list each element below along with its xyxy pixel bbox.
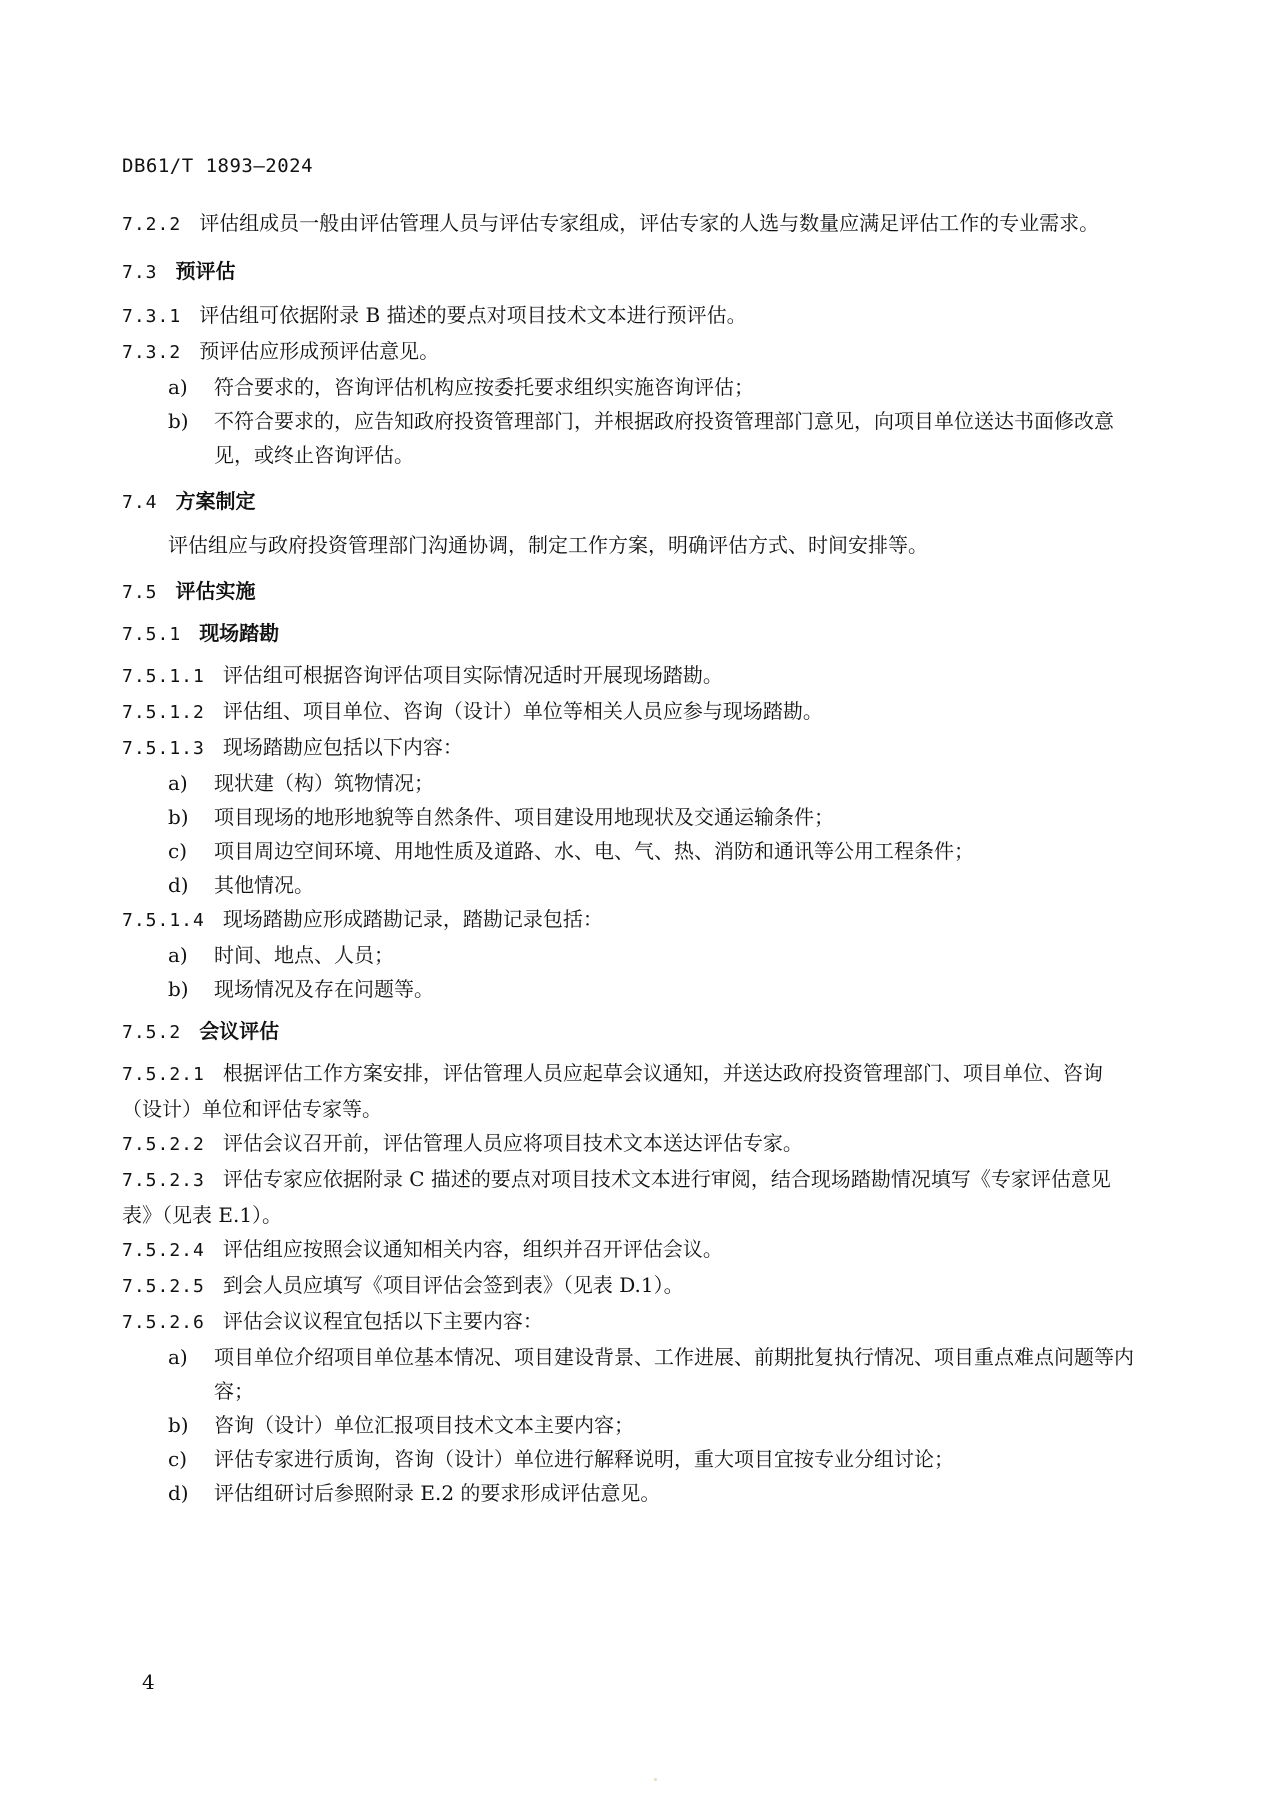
list-item-label: c) xyxy=(168,839,188,863)
heading-7-5-2 xyxy=(122,1016,1134,1048)
clause-number: 7.2.2 xyxy=(122,214,182,235)
heading-title: 会议评估 xyxy=(199,1019,280,1043)
list-item xyxy=(122,1340,1134,1408)
list-item-label: c) xyxy=(168,1447,188,1471)
clause-text: 预评估应形成预评估意见。 xyxy=(199,339,440,363)
list-item xyxy=(122,938,1134,972)
clause-7-5-1-4 xyxy=(122,902,1134,938)
list-item xyxy=(122,370,1134,404)
list-item xyxy=(122,766,1134,800)
clause-number: 7.5.2.6 xyxy=(122,1312,205,1333)
clause-7-5-2-2 xyxy=(122,1126,1134,1162)
list-item xyxy=(122,868,1134,902)
clause-number: 7.5.1.2 xyxy=(122,702,205,723)
list-item-text: 其他情况。 xyxy=(214,873,314,897)
clause-text: 评估组应按照会议通知相关内容，组织并召开评估会议。 xyxy=(222,1237,723,1261)
heading-title: 预评估 xyxy=(175,259,236,283)
heading-number: 7.5 xyxy=(122,582,158,603)
clause-7-5-2-1 xyxy=(122,1056,1134,1126)
clause-text: 根据评估工作方案安排，评估管理人员应起草会议通知，并送达政府投资管理部门、项目单位、咨询（设计）单位和评估专家等。 xyxy=(122,1061,1103,1121)
clause-text: 评估会议召开前，评估管理人员应将项目技术文本送达评估专家。 xyxy=(222,1131,803,1155)
list-item-label: a) xyxy=(168,943,188,967)
heading-7-3 xyxy=(122,256,1134,288)
clause-7-2-2 xyxy=(122,206,1134,242)
list-item-label: d) xyxy=(168,1481,189,1505)
list-item xyxy=(122,800,1134,834)
clause-text: 现场踏勘应形成踏勘记录，踏勘记录包括： xyxy=(222,907,603,931)
list-item-text: 项目单位介绍项目单位基本情况、项目建设背景、工作进展、前期批复执行情况、项目重点难点问题等内容； xyxy=(214,1345,1134,1403)
list-item-text: 符合要求的，咨询评估机构应按委托要求组织实施咨询评估； xyxy=(214,375,754,399)
list-item-label: a) xyxy=(168,1345,188,1369)
clause-7-5-1-3 xyxy=(122,730,1134,766)
list-item-text: 不符合要求的，应告知政府投资管理部门，并根据政府投资管理部门意见，向项目单位送达书面修改意见，或终止咨询评估。 xyxy=(214,409,1114,467)
clause-7-4-text: 评估组应与政府投资管理部门沟通协调，制定工作方案，明确评估方式、时间安排等。 xyxy=(168,533,928,557)
clause-text: 评估组可根据咨询评估项目实际情况适时开展现场踏勘。 xyxy=(222,663,723,687)
list-item-label: b) xyxy=(168,409,189,433)
list-item xyxy=(122,1476,1134,1510)
clause-number: 7.3.2 xyxy=(122,342,182,363)
document-body xyxy=(122,206,1134,1510)
list-item-text: 现状建（构）筑物情况； xyxy=(214,771,434,795)
clause-number: 7.5.2.4 xyxy=(122,1240,205,1261)
list-item-label: a) xyxy=(168,771,188,795)
heading-title: 现场踏勘 xyxy=(199,621,280,645)
heading-number: 7.4 xyxy=(122,492,158,513)
list-item xyxy=(122,404,1134,472)
clause-number: 7.5.2.2 xyxy=(122,1134,205,1155)
clause-7-5-2-5 xyxy=(122,1268,1134,1304)
clause-number: 7.5.2.1 xyxy=(122,1064,205,1085)
list-item xyxy=(122,1442,1134,1476)
clause-text: 评估组成员一般由评估管理人员与评估专家组成，评估专家的人选与数量应满足评估工作的专业需求。 xyxy=(199,211,1100,235)
clause-7-5-1-2 xyxy=(122,694,1134,730)
list-item xyxy=(122,834,1134,868)
clause-text: 评估会议议程宜包括以下主要内容： xyxy=(222,1309,543,1333)
scan-speck xyxy=(654,1778,657,1781)
heading-number: 7.5.1 xyxy=(122,624,182,645)
heading-7-5-1 xyxy=(122,618,1134,650)
heading-title: 方案制定 xyxy=(175,489,256,513)
clause-text: 到会人员应填写《项目评估会签到表》（见表 D.1）。 xyxy=(222,1273,684,1297)
clause-text: 评估组可依据附录 B 描述的要点对项目技术文本进行预评估。 xyxy=(199,303,747,327)
clause-number: 7.5.1.4 xyxy=(122,910,205,931)
clause-text: 评估组、项目单位、咨询（设计）单位等相关人员应参与现场踏勘。 xyxy=(222,699,823,723)
page-number: 4 xyxy=(142,1670,155,1694)
heading-7-5 xyxy=(122,576,1134,608)
clause-text: 评估专家应依据附录 C 描述的要点对项目技术文本进行审阅，结合现场踏勘情况填写《专家评估意见表》（见表 E.1）。 xyxy=(122,1167,1111,1227)
heading-title: 评估实施 xyxy=(175,579,256,603)
list-item-text: 咨询（设计）单位汇报项目技术文本主要内容； xyxy=(214,1413,634,1437)
heading-7-4 xyxy=(122,486,1134,518)
list-item-text: 项目周边空间环境、用地性质及道路、水、电、气、热、消防和通讯等公用工程条件； xyxy=(214,839,974,863)
clause-text: 现场踏勘应包括以下内容： xyxy=(222,735,463,759)
heading-number: 7.3 xyxy=(122,262,158,283)
clause-number: 7.5.1.3 xyxy=(122,738,205,759)
clause-7-5-2-3 xyxy=(122,1162,1134,1232)
clause-number: 7.5.2.5 xyxy=(122,1276,205,1297)
clause-number: 7.5.2.3 xyxy=(122,1170,205,1191)
list-item-label: b) xyxy=(168,977,189,1001)
document-code: DB61/T 1893—2024 xyxy=(122,155,314,177)
heading-number: 7.5.2 xyxy=(122,1022,182,1043)
list-item-text: 评估组研讨后参照附录 E.2 的要求形成评估意见。 xyxy=(214,1481,661,1505)
list-item-label: a) xyxy=(168,375,188,399)
list-item-label: b) xyxy=(168,805,189,829)
list-item-text: 现场情况及存在问题等。 xyxy=(214,977,434,1001)
list-item-text: 时间、地点、人员； xyxy=(214,943,394,967)
clause-7-3-2 xyxy=(122,334,1134,370)
list-item-text: 项目现场的地形地貌等自然条件、项目建设用地现状及交通运输条件； xyxy=(214,805,834,829)
list-item-text: 评估专家进行质询，咨询（设计）单位进行解释说明，重大项目宜按专业分组讨论； xyxy=(214,1447,954,1471)
clause-7-5-1-1 xyxy=(122,658,1134,694)
clause-7-5-2-4 xyxy=(122,1232,1134,1268)
list-item-label: d) xyxy=(168,873,189,897)
list-item-label: b) xyxy=(168,1413,189,1437)
list-item xyxy=(122,1408,1134,1442)
clause-7-3-1 xyxy=(122,298,1134,334)
clause-number: 7.3.1 xyxy=(122,306,182,327)
clause-number: 7.5.1.1 xyxy=(122,666,205,687)
clause-7-5-2-6 xyxy=(122,1304,1134,1340)
list-item xyxy=(122,972,1134,1006)
